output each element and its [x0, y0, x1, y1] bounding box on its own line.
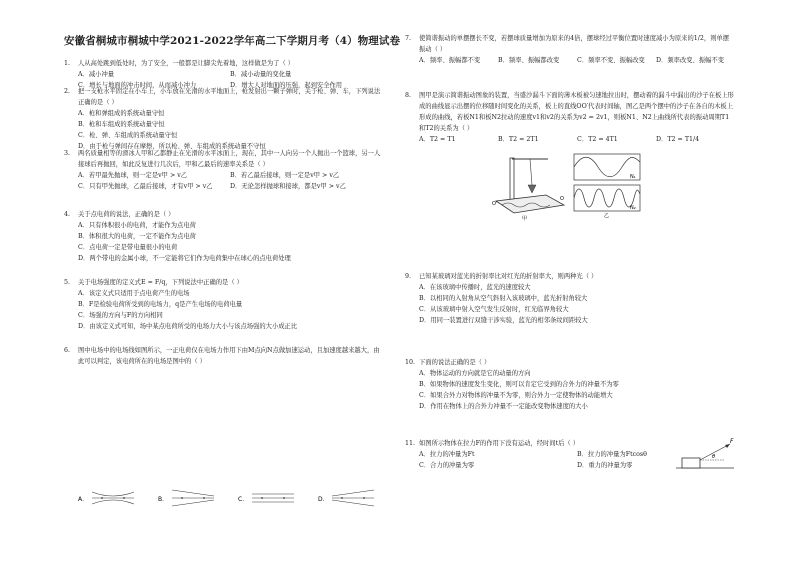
label-o-prime: O' [492, 201, 498, 207]
answer-option[interactable]: D．T2 = T1/4 [656, 136, 700, 143]
question-stem: 两名质量相等的滑冰人甲和乙都静止在光滑的水平冰面上，现在，其中一人向另一个人抛出一个篮球，另一人接球后再抛回，如此反复进行几次后，甲和乙最后的速率关系是（ ） [78, 150, 381, 168]
question-stem: 下面的说法正确的是（ ） [419, 359, 491, 366]
question-stem: 关于电场强度的定义式E = F/q，下列说法中正确的是（ ） [78, 279, 243, 286]
q6-option-d[interactable] [318, 490, 374, 506]
field-line [92, 500, 134, 504]
answer-option[interactable]: B．拉力的冲量为Ftcosθ [577, 451, 647, 458]
question-8 [405, 90, 735, 145]
answer-option[interactable]: C．增长与地面的冲击时间，从而减小冲力 [78, 82, 197, 89]
q6-option-c[interactable] [238, 494, 294, 503]
point-n [123, 497, 125, 499]
answer-options [419, 368, 735, 412]
answer-option[interactable]: C．如果合外力对物体的冲量不为零，则合外力一定使物体的动能增大 [419, 392, 613, 399]
question-number: 1. [64, 60, 71, 67]
q6-option-b[interactable] [158, 490, 214, 506]
answer-option[interactable]: C．场强的方向与F的方向相同 [78, 312, 163, 319]
option-row [419, 282, 735, 293]
option-row [78, 130, 382, 141]
answer-option[interactable]: B．频率、振幅都改变 [498, 57, 560, 64]
option-row [78, 253, 382, 264]
force-label: F [730, 438, 734, 445]
answer-option[interactable]: C．从该玻璃中射入空气发生反射时，红光临界角较大 [419, 306, 569, 313]
label-o: O [560, 196, 564, 202]
answer-option[interactable]: D．作用在物体上的合外力冲量不一定能改变物体速度的大小 [419, 403, 588, 410]
answer-option[interactable]: D．由该定义式可知，场中某点电荷所受的电场力大小与该点场强的大小成正比 [78, 323, 298, 330]
question-number: 11. [405, 440, 416, 447]
option-row [419, 401, 735, 412]
answer-option[interactable]: B．T2 = 2T1 [498, 136, 539, 143]
question-stem: 人从高处跳到低处时，为了安全，一般都是让脚尖先着地，这样做是为了（ ） [78, 60, 295, 67]
answer-option[interactable]: A．只有体积很小的电荷，才能作为点电荷 [78, 222, 196, 229]
caption-jia: 甲 [522, 216, 528, 221]
question-5 [64, 277, 382, 332]
option-row [419, 55, 735, 66]
q6-option-label: C． [238, 496, 249, 503]
question-stem: 图中电场中的电场线如图所示，一正电荷仅在电场力作用下由M点向N点做加速运动，且加速度越来越大，由此可以判定，该电荷所在的电场是图中的（ ） [78, 347, 380, 365]
stand-post [510, 158, 514, 200]
option-row [78, 108, 382, 119]
answer-option[interactable]: D．两个带电的金属小球，不一定能将它们作为电荷集中在球心的点电荷处理 [78, 255, 291, 262]
answer-option[interactable]: C．只有甲先抛球，乙最后接球，才有v甲 > v乙 [78, 183, 213, 190]
question-9 [405, 271, 735, 326]
question-stem: 已知某玻璃对蓝光的折射率比对红光的折射率大，则两种光（ ） [419, 273, 598, 280]
question-number: 10. [405, 359, 416, 366]
option-row [78, 288, 382, 299]
answer-option[interactable]: C．T2 = 4T1 [577, 136, 618, 143]
q6-field-line-diagrams [78, 486, 393, 510]
answer-option[interactable]: D．由于枪与弹间存在摩擦，所以枪、弹、车组成的系统动量不守恒 [78, 143, 266, 150]
answer-option[interactable]: B．若乙最后接球，则一定是v甲 > v乙 [230, 172, 340, 179]
answer-option[interactable]: A．减小冲量 [78, 71, 115, 78]
option-row [78, 231, 382, 242]
option-row [419, 304, 735, 315]
option-row [78, 220, 382, 231]
option-row [78, 119, 382, 130]
answer-option[interactable]: D．增大人对地面的压强，起到安全作用 [230, 82, 343, 89]
answer-option[interactable]: B．以相同的入射角从空气斜射入该玻璃中，蓝光折射角较大 [419, 295, 588, 302]
answer-options [78, 170, 382, 192]
answer-option[interactable]: A．该定义式只适用于点电荷产生的电场 [78, 290, 190, 297]
q11-block-force-diagram [676, 438, 736, 474]
option-row [419, 134, 735, 145]
pendulum-string [530, 159, 532, 185]
answer-option[interactable]: A．若甲最先抛球，则一定是v甲 > v乙 [78, 172, 188, 179]
answer-options [78, 108, 382, 152]
q8-trace-graphs [572, 152, 642, 218]
q6-option-label: A． [78, 496, 89, 503]
answer-option[interactable]: A．物体运动的方向就是它的动量的方向 [419, 370, 531, 377]
answer-option[interactable]: A．频率、振幅都不变 [419, 57, 481, 64]
answer-option[interactable]: D．重力的冲量为零 [577, 462, 633, 469]
point-m [101, 497, 103, 499]
option-row [78, 310, 382, 321]
answer-option[interactable]: B．如果物体的速度发生变化，则可以肯定它受到的合外力的冲量不为零 [419, 381, 619, 388]
answer-option[interactable]: C．点电荷一定是带电量很小的电荷 [78, 244, 178, 251]
answer-option[interactable]: C．频率不变、振幅改变 [577, 57, 645, 64]
question-stem: 把一支枪水平固定在小车上，小车放在光滑的水平地面上，枪发射出一颗子弹时，关于枪、弹、车，下列说法正确的是（ ） [78, 88, 381, 106]
question-number: 5. [64, 279, 71, 286]
caption-yi: 乙 [604, 213, 610, 218]
angle-label: θ [712, 454, 716, 460]
question-4 [64, 209, 382, 264]
question-6 [64, 345, 382, 367]
answer-option[interactable]: B．减小动量的变化量 [230, 71, 292, 78]
field-line [332, 500, 374, 506]
question-stem: 如图所示物体在拉力F的作用下没有运动，经时间t后（ ） [419, 440, 580, 447]
field-line [172, 490, 214, 496]
point-m [261, 497, 263, 499]
option-row [419, 315, 735, 326]
point-n [203, 497, 205, 499]
graph-n1-label: N₁ [630, 174, 636, 180]
answer-option[interactable]: B．体积很大的电荷，一定不能作为点电荷 [78, 233, 196, 240]
question-number: 4. [64, 211, 71, 218]
q8-pendulum-apparatus-diagram [488, 153, 568, 221]
answer-option[interactable]: D．用同一装置进行双缝干涉实验，蓝光的相邻条纹间距较大 [419, 317, 588, 324]
board [496, 195, 564, 213]
option-row [419, 390, 735, 401]
question-7 [405, 33, 735, 66]
field-line [92, 492, 134, 496]
option-row [78, 299, 382, 310]
answer-option[interactable]: C．合力的冲量为零 [419, 462, 475, 469]
option-row [419, 379, 735, 390]
answer-options [78, 288, 382, 332]
answer-option[interactable]: A．枪和弹组成的系统动量守恒 [78, 110, 165, 117]
answer-option[interactable]: A．T2 = T1 [419, 136, 456, 143]
graph-n2-label: N₂ [630, 205, 636, 211]
question-10 [405, 357, 735, 412]
question-stem: 使简谐振动的单摆摆长不变，若摆球质量增加为原来的4倍，摆球经过平衡位置时速度减小为原来的1/2，则单摆振动（ ） [419, 35, 730, 53]
answer-option[interactable]: A．拉力的冲量为Ft [419, 451, 475, 458]
answer-options [78, 220, 382, 264]
field-line [172, 500, 214, 506]
q6-option-a[interactable] [78, 492, 134, 504]
question-number: 6. [64, 347, 71, 354]
question-number: 3. [64, 150, 71, 157]
option-row [78, 321, 382, 332]
paper-title: 安徽省桐城市桐城中学2021-2022学年高二下学期月考（4）物理试卷 [64, 35, 401, 47]
option-row [419, 293, 735, 304]
answer-option[interactable]: D．频率改变、振幅不变 [656, 57, 725, 64]
q6-option-label: D． [318, 496, 329, 503]
q6-option-label: B． [158, 496, 169, 503]
option-row [419, 368, 735, 379]
block [682, 458, 700, 468]
point-n [363, 497, 365, 499]
question-stem: 图甲是演示简谐振动图象的装置，当盛沙漏斗下面的薄木板被匀速地拉出时，摆动着的漏斗中漏出的沙子在板上形成的曲线显示出摆的位移随时间变化的关系，板上的直线OO′代表时间轴，图乙是两个摆中的沙子在各自的木板上形成的曲线，若板N1和板N2拉动的速度v1和v2的关系为v2 = 2v1，则板N1、N2上曲线所代表的振动周期T1和T2的关系为（ ） [419, 92, 734, 132]
answer-options [419, 282, 735, 326]
option-row [78, 170, 382, 181]
question-2 [64, 86, 382, 152]
question-stem: 关于点电荷的说法，正确的是（ ） [78, 211, 175, 218]
question-number: 2. [64, 88, 71, 95]
answer-options [419, 134, 735, 145]
option-row [78, 69, 382, 80]
funnel [528, 185, 536, 193]
answer-option[interactable]: D．无论怎样抛球和接球，都是v甲 > v乙 [230, 183, 346, 190]
question-number: 9. [405, 273, 412, 280]
point-m [341, 497, 343, 499]
option-row [78, 242, 382, 253]
answer-options [419, 55, 735, 66]
question-number: 8. [405, 92, 412, 99]
answer-option[interactable]: C．枪、弹、车组成的系统动量守恒 [78, 132, 178, 139]
field-line [332, 490, 374, 496]
point-m [181, 497, 183, 499]
answer-option[interactable]: A．在该玻璃中传播时，蓝光的速度较大 [419, 284, 531, 291]
answer-option[interactable]: B．F是检验电荷所受到的电场力，q是产生电场的电荷电量 [78, 301, 243, 308]
answer-option[interactable]: B．枪和车组成的系统动量守恒 [78, 121, 165, 128]
option-row [78, 181, 382, 192]
point-n [283, 497, 285, 499]
question-number: 7. [405, 35, 412, 42]
question-3 [64, 148, 382, 192]
